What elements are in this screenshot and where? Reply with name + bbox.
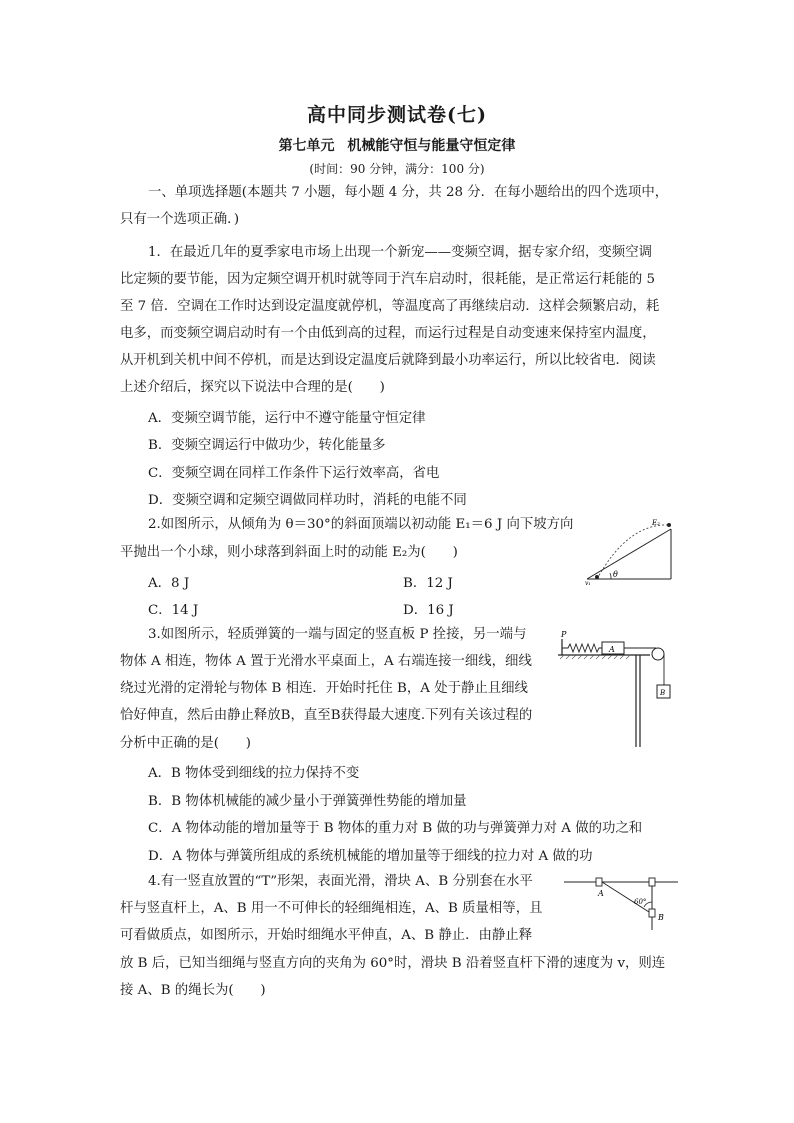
q3-line: 分析中正确的是( ) xyxy=(120,736,251,751)
q3-option-c: C．A 物体动能的增加量等于 B 物体的重力对 B 做的功与弹簧弹力对 A 做的功之和 xyxy=(148,821,643,836)
spring-table-figure xyxy=(556,627,676,749)
q1-option-d: D．变频空调和定频空调做同样功时，消耗的电能不同 xyxy=(148,493,467,508)
incline-surface xyxy=(587,529,671,579)
slider-b-initial xyxy=(649,878,655,886)
q3-line: 3.如图所示，轻质弹簧的一端与固定的竖直板 P 拴接，另一端与 xyxy=(148,627,527,642)
label-a: A xyxy=(598,889,604,898)
q2-option-b: B．12 J xyxy=(403,576,453,591)
q1-line: 从开机到关机中间不停机，而是达到设定温度后就降到最小功率运行，所以比较省电．阅读 xyxy=(120,353,656,368)
q4-line: 放 B 后，已知当细绳与竖直方向的夹角为 60°时，滑块 B 沿着竖直杆下滑的速度为 v，则连 xyxy=(120,956,666,971)
spring-table-diagram xyxy=(556,627,676,749)
q1-line: 1．在最近几年的夏季家电市场上出现一个新宠——变频空调，据专家介绍，变频空调 xyxy=(148,245,652,260)
t-frame-diagram xyxy=(564,872,680,932)
t-frame-figure xyxy=(564,872,680,932)
q2-option-c: C．14 J xyxy=(148,603,199,618)
exam-meta: (时间：90 分钟，满分：100 分) xyxy=(309,162,485,176)
q1-line: 至 7 倍．空调在工作时达到设定温度就停机，等温度高了再继续启动．这样会频繁启动，耗 xyxy=(120,299,660,314)
section-line: 一、单项选择题(本题共 7 小题，每小题 4 分，共 28 分．在每小题给出的四个选项中， xyxy=(148,185,669,200)
q1-line: 比定频的要节能，因为定频空调开机时就等同于汽车启动时，很耗能，是正常运行耗能的 5 xyxy=(120,272,656,287)
q2-line: 2.如图所示，从倾角为 θ＝30°的斜面顶端以初动能 E₁＝6 J 向下坡方向 xyxy=(148,517,574,532)
ball-start xyxy=(667,523,671,527)
q4-line: 接 A、B 的绳长为( ) xyxy=(120,983,266,998)
label-a: A xyxy=(609,645,615,654)
q1-option-b: B．变频空调运行中做功少，转化能量多 xyxy=(148,438,386,453)
q1-option-a: A．变频空调节能，运行中不遵守能量守恒定律 xyxy=(148,411,426,426)
page-title: 高中同步测试卷(七) xyxy=(307,104,487,126)
q1-line: 上述介绍后，探究以下说法中合理的是( ) xyxy=(120,380,385,395)
q1-option-c: C．变频空调在同样工作条件下运行效率高，省电 xyxy=(148,466,440,481)
label-b: B xyxy=(660,689,666,697)
rope-inclined xyxy=(602,882,649,912)
incline-diagram xyxy=(583,515,679,587)
q4-line: 可看做质点，如图所示，开始时细绳水平伸直，A、B 静止．由静止释 xyxy=(120,928,533,943)
v1-label: v₁ xyxy=(585,580,591,587)
angle-label: 60° xyxy=(634,898,647,906)
q2-option-a: A．8 J xyxy=(148,576,190,591)
q1-line: 电多，而变频空调启动时有一个由低到高的过程，而运行过程是自动变速来保持室内温度， xyxy=(120,326,656,341)
q2-option-d: D．16 J xyxy=(403,603,454,618)
q3-option-d: D．A 物体与弹簧所组成的系统机械能的增加量等于细线的拉力对 A 做的功 xyxy=(148,849,593,864)
angle-arc xyxy=(610,573,611,579)
q4-line: 4.有一竖直放置的“T”形架，表面光滑，滑块 A、B 分别套在水平 xyxy=(148,874,533,889)
theta-label: θ xyxy=(613,570,618,579)
q4-line: 杆与竖直杆上，A、B 用一不可伸长的轻细绳相连，A、B 质量相等，且 xyxy=(120,901,543,916)
q2-line: 平抛出一个小球，则小球落到斜面上时的动能 E₂为( ) xyxy=(120,545,458,560)
q3-option-a: A．B 物体受到细线的拉力保持不变 xyxy=(148,766,360,781)
slider-b xyxy=(649,909,655,917)
slider-a-initial xyxy=(596,878,602,886)
pulley xyxy=(652,648,664,660)
e2-label: E₂ xyxy=(652,519,660,527)
q3-line: 恰好伸直，然后由静止释放B，直至B获得最大速度.下列有关该过程的 xyxy=(120,708,533,723)
label-p: P xyxy=(561,630,567,639)
incline-figure xyxy=(583,515,679,587)
ball-landing xyxy=(595,575,599,579)
unit-subtitle: 第七单元 机械能守恒与能量守恒定律 xyxy=(278,138,516,154)
q3-line: 绕过光滑的定滑轮与物体 B 相连．开始时托住 B，A 处于静止且细线 xyxy=(120,681,528,696)
label-b: B xyxy=(658,913,664,922)
section-line: 只有一个选项正确．) xyxy=(120,212,240,227)
spring xyxy=(562,644,602,652)
q3-line: 物体 A 相连，物体 A 置于光滑水平桌面上，A 右端连接一细线，细线 xyxy=(120,654,532,669)
q3-option-b: B．B 物体机械能的减少量小于弹簧弹性势能的增加量 xyxy=(148,794,467,809)
